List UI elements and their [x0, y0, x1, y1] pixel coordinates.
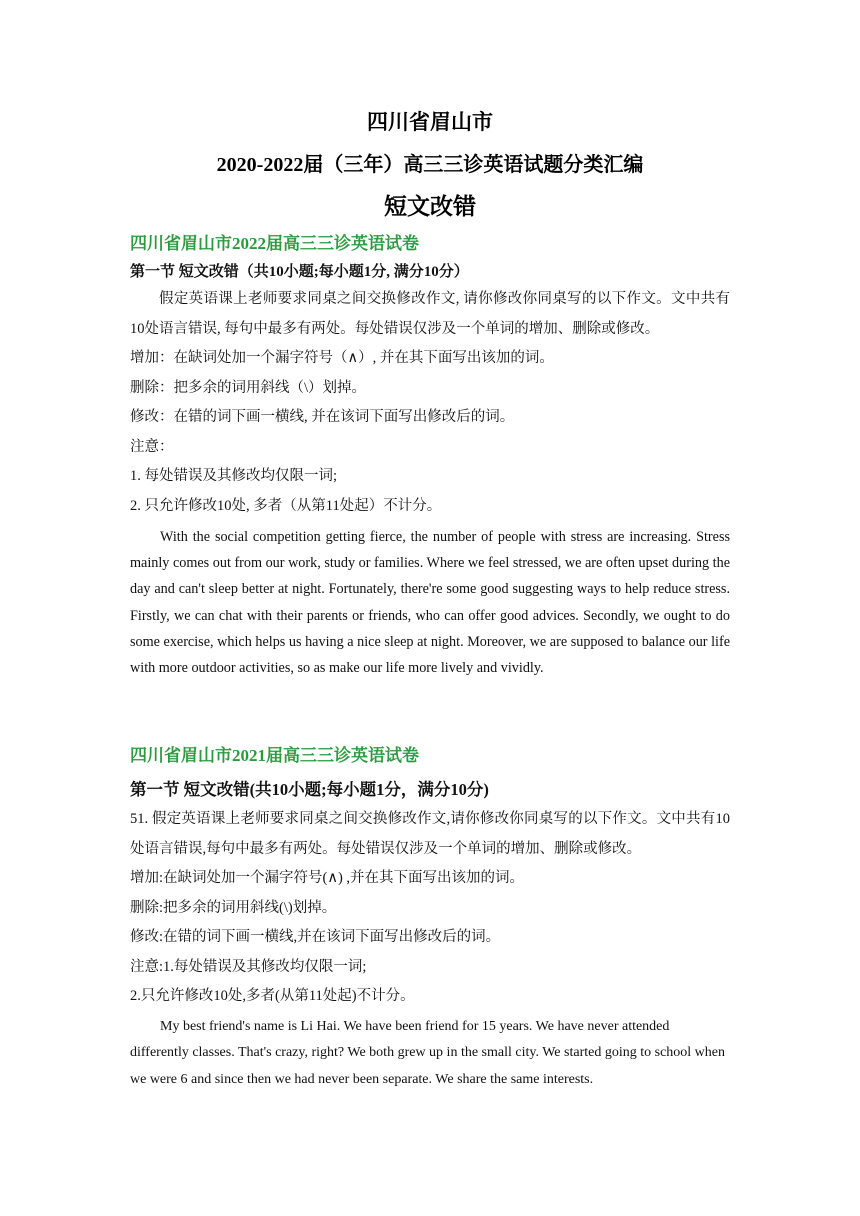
instruction-modify: 修改:在错的词下画一横线,并在该词下面写出修改后的词。: [130, 929, 501, 945]
section-2021: [130, 743, 730, 1093]
instruction-delete: 删除：把多余的词用斜线（\）划掉。: [130, 379, 367, 396]
passage-text: With the social competition getting fierce, the number of people with stress are increasing. Stress mainly comes out from our work, study or families. Where we feel stressed, we are often upset during the day and can't sleep better at night. Fortunately, there're some good suggesting ways to help reduce stress. Firstly, we can chat with their parents or friends, who can offer good advices. Secondly, we ought to do some exercise, which helps us having a nice sleep at night. Moreover, we are supposed to balance our life with more outdoor activities, so as make our life more lively and vividly.: [130, 529, 730, 677]
section-heading: 四川省眉山市2022届高三三诊英语试卷: [130, 234, 419, 253]
passage-text: My best friend's name is Li Hai. We have been friend for 15 years. We have never attended differently classes. That's crazy, right? We both grew up in the small city. We started going to school when we were 6 and since then we had never been separate. We share the same interests.: [130, 1018, 725, 1087]
instruction-rule-2: 2. 只允许修改10处, 多者（从第11处起）不计分。: [130, 497, 442, 514]
section-2022: [130, 231, 730, 681]
instruction-note-rule-1: 注意:1.每处错误及其修改均仅限一词;: [130, 958, 367, 975]
instruction-delete: 删除:把多余的词用斜线(\)划掉。: [130, 899, 337, 916]
title-city: 四川省眉山市: [367, 110, 493, 134]
instruction-intro: 假定英语课上老师要求同桌之间交换修改作文, 请你修改你同桌写的以下作文。文中共有10处语言错误, 每句中最多有两处。每处错误仅涉及一个单词的增加、删除或修改。: [130, 291, 730, 337]
section-heading: 四川省眉山市2021届高三三诊英语试卷: [130, 746, 419, 765]
instruction-note: 注意：: [130, 438, 174, 455]
instruction-add: 增加:在缺词处加一个漏字符号(∧) ,并在其下面写出该加的词。: [130, 870, 525, 886]
title-topic: 短文改错: [384, 194, 476, 219]
instruction-add: 增加：在缺词处加一个漏字符号（∧）, 并在其下面写出该加的词。: [130, 350, 554, 366]
instruction-rule-2: 2.只允许修改10处,多者(从第11处起)不计分。: [130, 988, 415, 1004]
instruction-rule-1: 1. 每处错误及其修改均仅限一词;: [130, 468, 338, 484]
title-collection: 2020-2022届（三年）高三三诊英语试题分类汇编: [216, 154, 644, 176]
section-subheading: 第一节 短文改错（共10小题;每小题1分, 满分10分）: [130, 264, 469, 280]
instruction-modify: 修改：在错的词下画一横线, 并在该词下面写出修改后的词。: [130, 409, 515, 425]
instruction-intro: 51. 假定英语课上老师要求同桌之间交换修改作文,请你修改你同桌写的以下作文。文中共有10处语言错误,每句中最多有两处。每处错误仅涉及一个单词的增加、删除或修改。: [130, 811, 730, 857]
section-subheading: 第一节 短文改错(共10小题;每小题1分，满分10分): [130, 780, 489, 799]
